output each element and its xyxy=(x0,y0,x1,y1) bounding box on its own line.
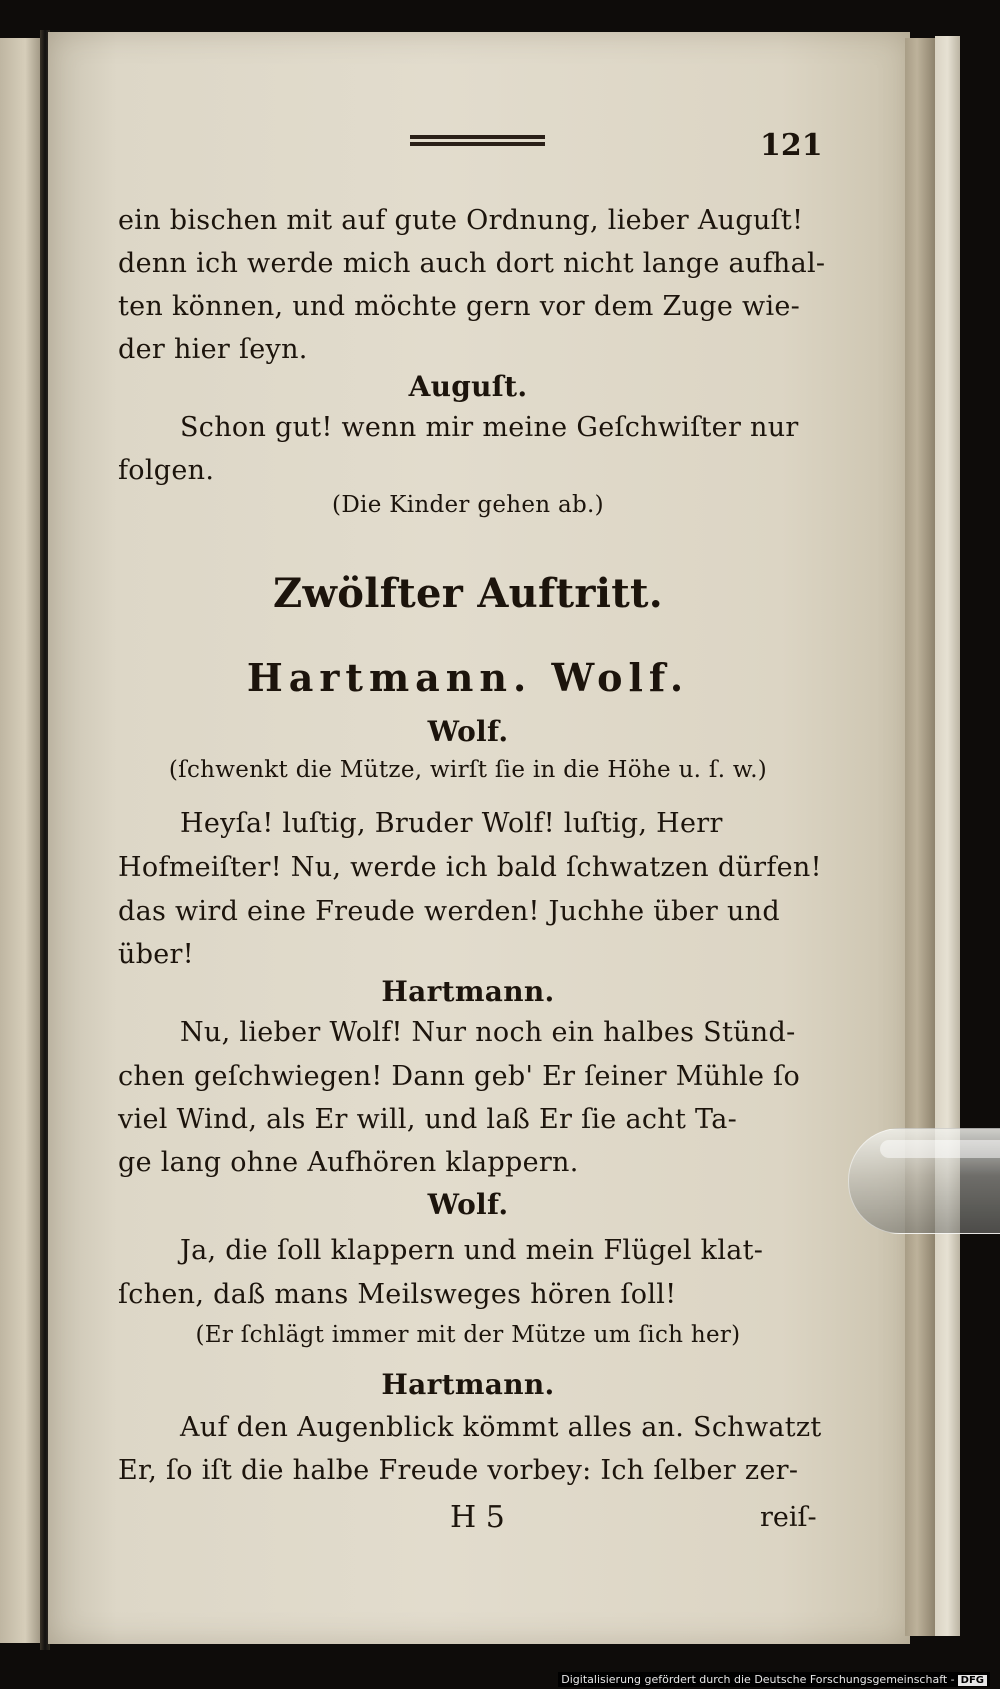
text-line: Nu, lieber Wolf! Nur noch ein halbes Stünd- xyxy=(180,1017,796,1048)
text-line: der hier ſeyn. xyxy=(118,334,308,365)
text-line: Schon gut! wenn mir meine Geſchwiſter nur xyxy=(180,412,799,443)
speaker-name: Wolf. xyxy=(427,715,509,748)
text-line: ten können, und möchte gern vor dem Zuge wie- xyxy=(118,291,801,322)
speaker-name: Wolf. xyxy=(427,1188,509,1221)
stage-direction: (Er ſchlägt immer mit der Mütze um ſich her) xyxy=(195,1322,741,1348)
text-line: folgen. xyxy=(118,455,215,486)
character-list: Hartmann. Wolf. xyxy=(246,655,690,700)
credit-text: Digitalisierung gefördert durch die Deutsche Forschungsgemeinschaft - xyxy=(561,1673,955,1686)
clamp-highlight xyxy=(880,1140,1000,1158)
text-line: Auf den Augenblick kömmt alles an. Schwatzt xyxy=(180,1412,822,1443)
speaker-name: Hartmann. xyxy=(381,975,555,1008)
text-line: ge lang ohne Aufhören klappern. xyxy=(118,1147,579,1178)
scene-heading: Zwölfter Auftritt. xyxy=(273,570,663,617)
text-line: ein bischen mit auf gute Ordnung, lieber Auguſt! xyxy=(118,205,804,236)
text-line: denn ich werde mich auch dort nicht lange aufhal- xyxy=(118,248,826,279)
digitization-credit xyxy=(558,1672,990,1687)
text-line: über! xyxy=(118,939,194,970)
text-line: Heyſa! luſtig, Bruder Wolf! luſtig, Herr xyxy=(180,808,723,839)
text-line: ſchen, daß mans Meilsweges hören ſoll! xyxy=(118,1279,677,1310)
text-line: Hofmeiſter! Nu, werde ich bald ſchwatzen dürfen! xyxy=(118,852,822,883)
header-rule xyxy=(410,135,545,147)
previous-page-edge xyxy=(0,38,42,1643)
stage-direction: (ſchwenkt die Mütze, wirſt ſie in die Höhe u. ſ. w.) xyxy=(168,757,768,783)
page-edges xyxy=(905,38,935,1636)
text-line: chen geſchwiegen! Dann geb' Er ſeiner Mühle ſo xyxy=(118,1061,801,1092)
speaker-name: Hartmann. xyxy=(381,1368,555,1401)
catchword: reiſ- xyxy=(760,1502,817,1533)
text-line: Er, ſo iſt die halbe Freude vorbey: Ich ſelber zer- xyxy=(118,1455,799,1486)
page-block-edge xyxy=(935,36,960,1636)
page-number: 121 xyxy=(760,128,823,163)
signature-mark: H 5 xyxy=(450,1500,505,1535)
speaker-name: Auguſt. xyxy=(408,370,528,403)
text-line: das wird eine Freude werden! Juchhe über und xyxy=(118,896,780,927)
stage-direction: (Die Kinder gehen ab.) xyxy=(332,492,604,518)
text-line: Ja, die ſoll klappern und mein Flügel klat- xyxy=(180,1235,764,1266)
dfg-logo: DFG xyxy=(958,1675,987,1686)
text-line: viel Wind, als Er will, und laß Er ſie acht Ta- xyxy=(118,1104,738,1135)
